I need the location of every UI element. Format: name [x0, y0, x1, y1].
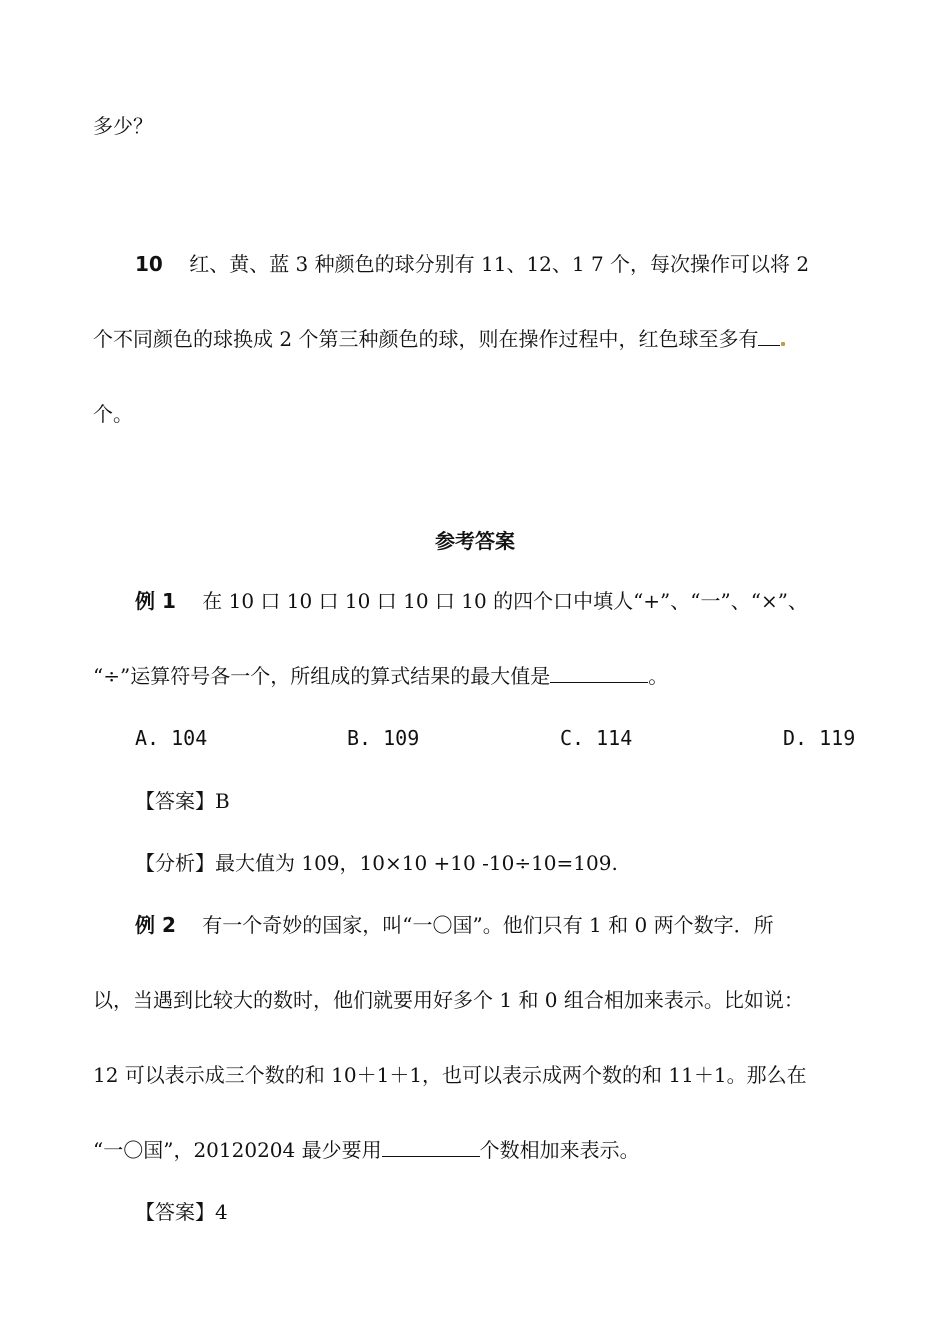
example-2-line-4 [93, 1136, 640, 1164]
answer-blank[interactable] [550, 662, 648, 683]
option-a: A. 104 [135, 726, 208, 750]
example-1-line-2 [93, 662, 668, 690]
option-d: D. 119 [783, 726, 856, 750]
example-2-text-3: 12 可以表示成三个数的和 10＋1＋1，也可以表示成两个数的和 11＋1。那么在 [93, 1063, 807, 1087]
example-1-text-1: 在 10 口 10 口 10 口 10 口 10 的四个口中填人“+”、“一”、“×”、 [202, 589, 808, 613]
answer-blank[interactable] [758, 325, 780, 346]
question-10-line-1 [135, 250, 809, 278]
continued-question-text: 多少？ [93, 114, 153, 138]
example-2-text-1: 有一个奇妙的国家，叫“一〇国”。他们只有 1 和 0 两个数字．所 [202, 913, 774, 937]
question-10-number: 10 [135, 252, 163, 276]
example-2-text-4-end: 个数相加来表示。 [479, 1138, 640, 1162]
question-10-text-3: 个。 [93, 402, 133, 426]
option-c: C. 114 [560, 726, 633, 750]
question-10-text-1: 红、黄、蓝 3 种颜色的球分别有 11、12、1 7 个，每次操作可以将 2 [189, 252, 810, 276]
ink-dot [781, 342, 785, 346]
example-1-text-2-end: 。 [648, 664, 669, 688]
example-2-text-4: “一〇国”，20120204 最少要用 [93, 1138, 382, 1162]
question-10-text-2: 个不同颜色的球换成 2 个第三种颜色的球，则在操作过程中，红色球至多有 [93, 327, 759, 351]
example-2-label: 例 2 [135, 913, 176, 937]
example-1-text-2: “÷”运算符号各一个，所组成的算式结果的最大值是 [93, 664, 551, 688]
example-2-answer: 【答案】4 [135, 1200, 228, 1224]
answers-title: 参考答案 [435, 529, 515, 553]
option-b: B. 109 [347, 726, 420, 750]
answer-blank[interactable] [382, 1136, 480, 1157]
example-2-line-1 [135, 911, 774, 939]
question-10-line-2 [93, 325, 785, 353]
example-2-text-2: 以，当遇到比较大的数时，他们就要用好多个 1 和 0 组合相加来表示。比如说： [93, 988, 804, 1012]
example-1-label: 例 1 [135, 589, 176, 613]
example-1-answer: 【答案】B [135, 789, 230, 813]
example-1-analysis: 【分析】最大值为 109，10×10 +10 -10÷10=109. [135, 851, 618, 875]
example-1-line-1 [135, 587, 808, 615]
